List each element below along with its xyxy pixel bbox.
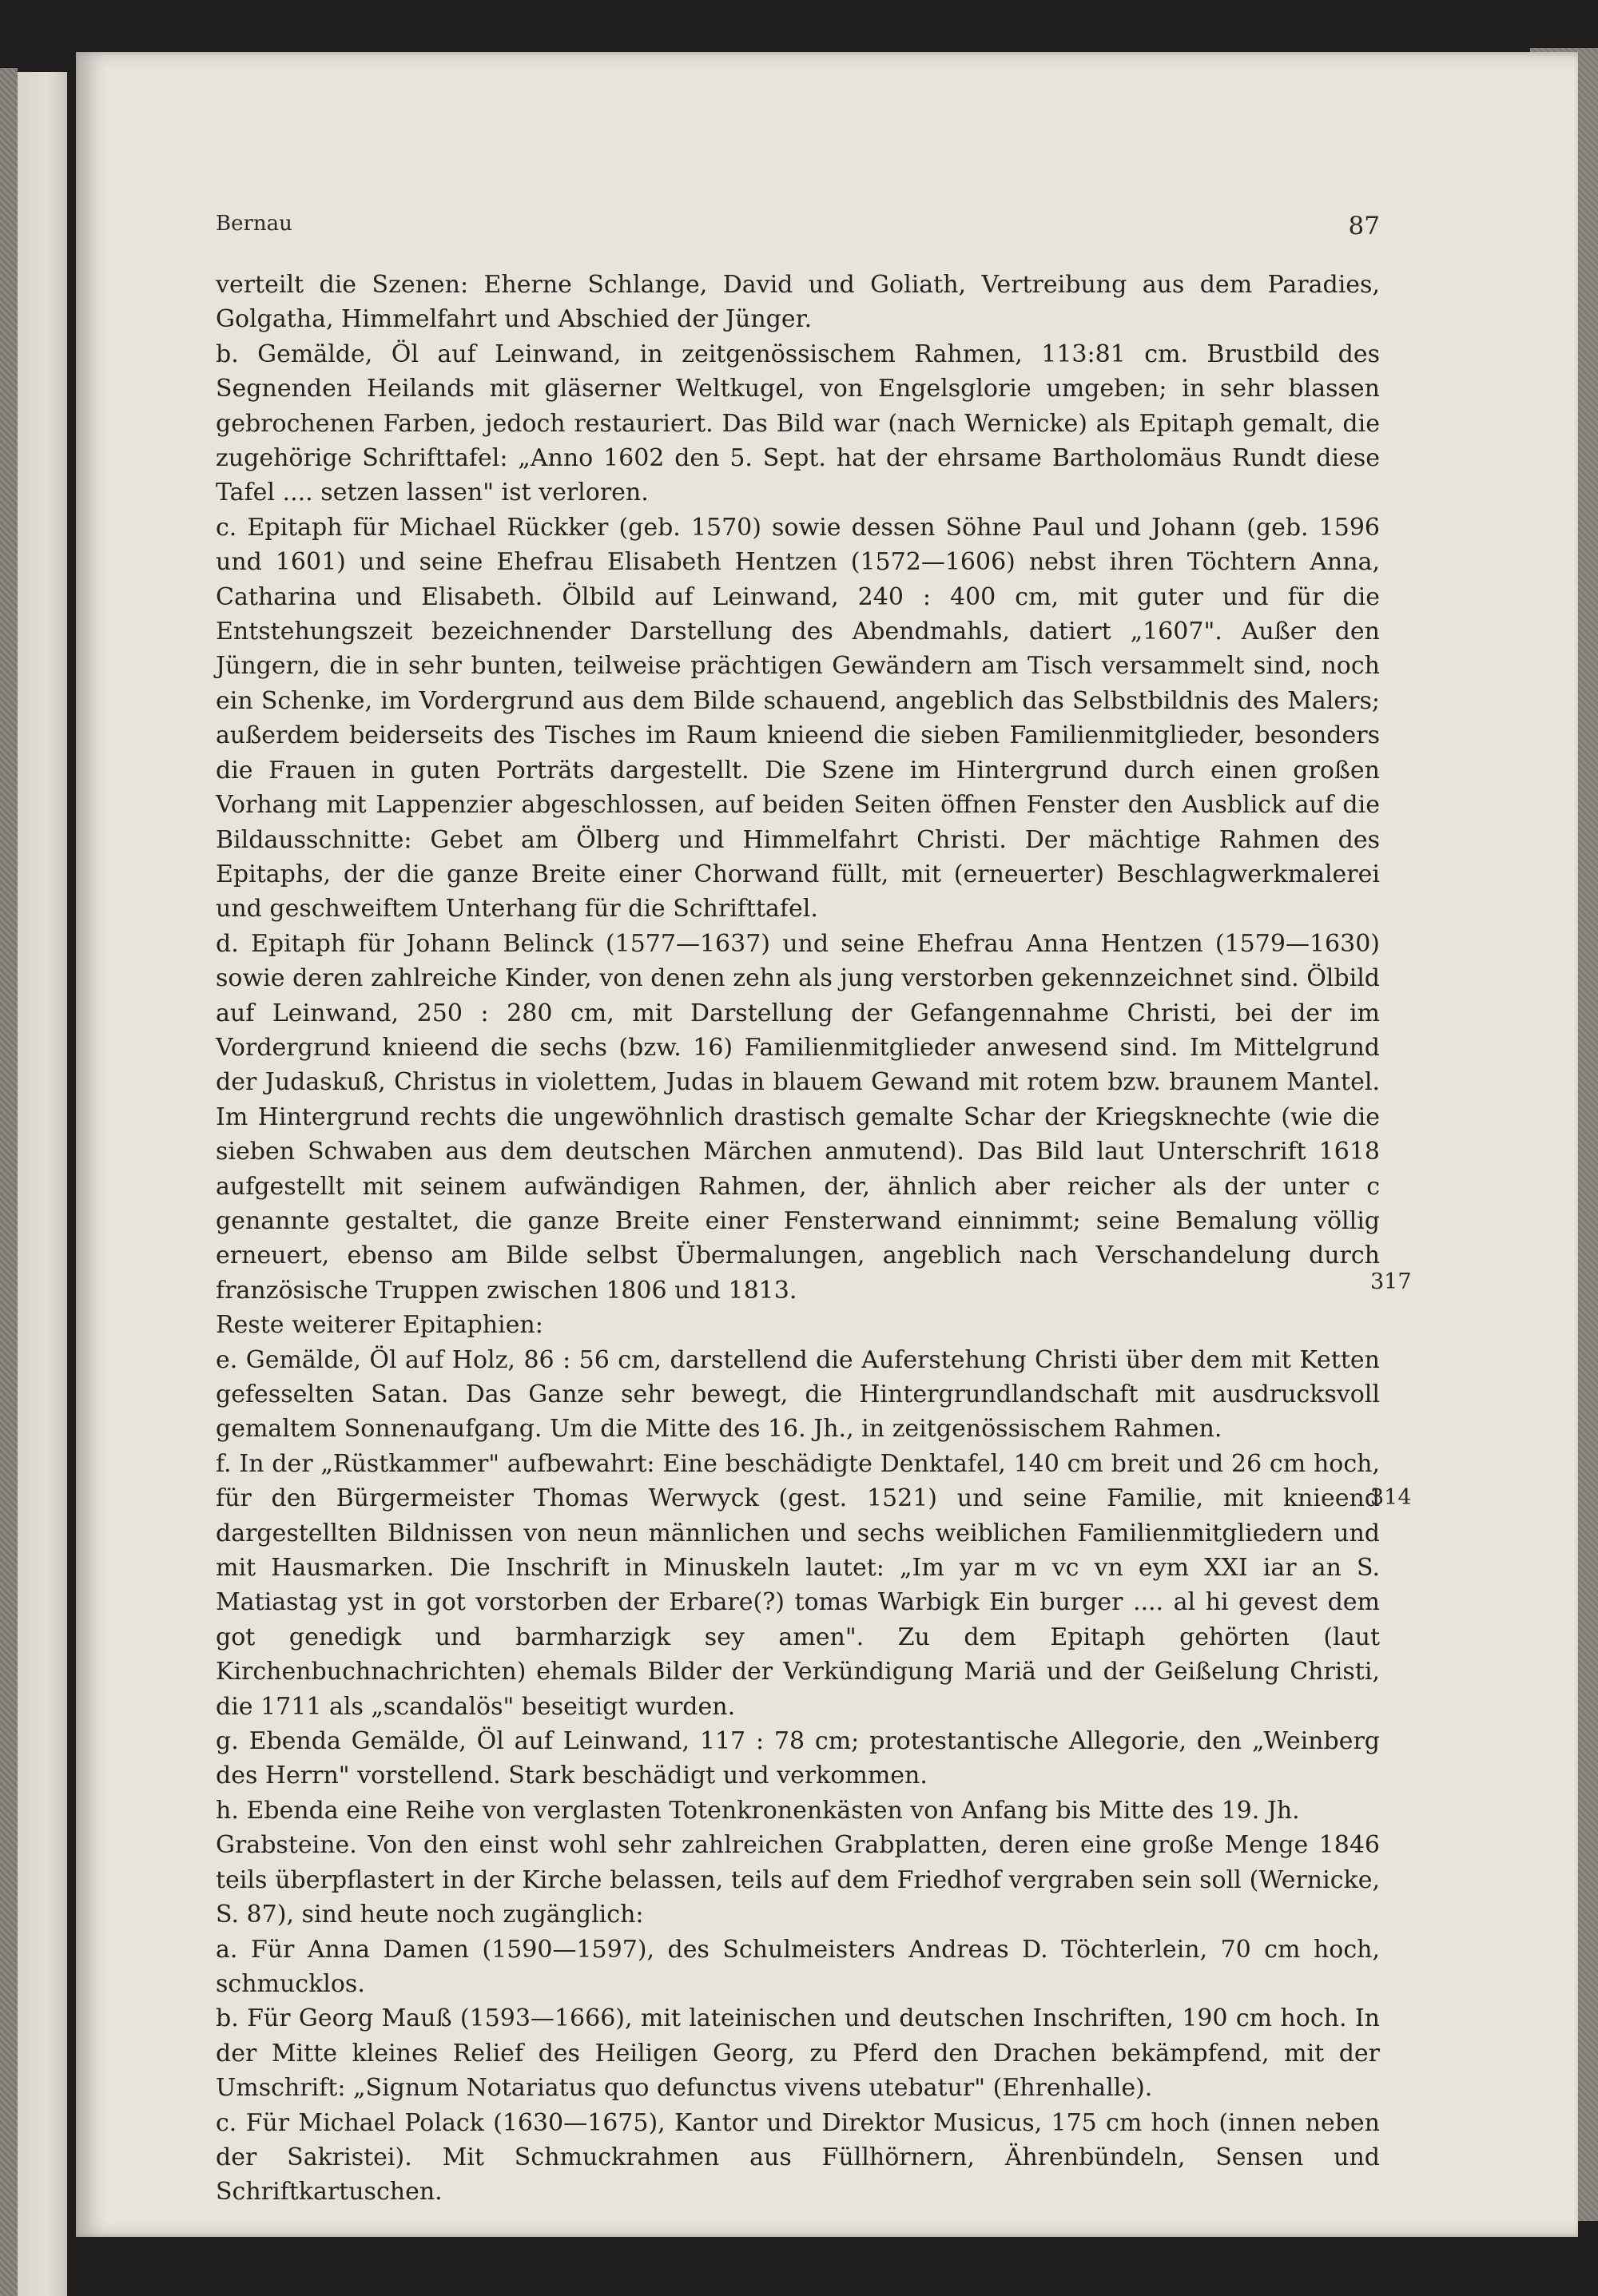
paragraph-item-f: f. In der „Rüstkammer" aufbewahrt: Eine beschädigte Denktafel, 140 cm breit und 26 cm hoch, für den Bürgermeister Thomas Werwyck (gest. 1521) und seine Familie, mit knieend dargestellten Bildnissen von neun männlichen und sechs weiblichen Familienmitgliedern und mit Hausmarken. Die Inschrift in Minuskeln lautet: „Im yar m vc vn eym XXI iar an S. Matiastag yst in got vorstorben der Erbare(?) tomas Warbigk Ein burger .... al hi gevest dem got genedigk und barmharzigk sey amen". Zu dem Epitaph gehörten (laut Kirchenbuchnachrichten) ehemals Bilder der Verkündigung Mariä und der Geißelung Christi, die 1711 als „scandalös" beseitigt wurden. [216,1449,1380,1721]
paragraph-reste-heading: Reste weiterer Epitaphien: [216,1311,543,1340]
paragraph-item-h: h. Ebenda eine Reihe von verglasten Totenkronenkästen von Anfang bis Mitte des 19. Jh. [216,1796,1300,1825]
page-header [216,212,1380,244]
paragraph-item-b: b. Gemälde, Öl auf Leinwand, in zeitgenössischem Rahmen, 113:81 cm. Brustbild des Segnenden Heilands mit gläserner Weltkugel, von Engelsglorie umgeben; in sehr blassen gebrochenen Farben, jedoch restauriert. Das Bild war (nach Wernicke) als Epitaph gemalt, die zugehörige Schrifttafel: „Anno 1602 den 5. Sept. hat der ehrsame Bartholomäus Rundt diese Tafel .... setzen lassen" ist verloren. [216,340,1380,507]
paragraph-item-d: d. Epitaph für Johann Belinck (1577—1637) und seine Ehefrau Anna Hentzen (1579—1630) sowie deren zahlreiche Kinder, von denen zehn als jung verstorben gekennzeichnet sind. Ölbild auf Leinwand, 250 : 280 cm, mit Darstellung der Gefangennahme Christi, bei der im Vordergrund knieend die sechs (bzw. 16) Familienmitglieder anwesend sind. Im Mittelgrund der Judaskuß, Christus in violettem, Judas in blauem Gewand mit rotem bzw. braunem Mantel. Im Hintergrund rechts die ungewöhnlich drastisch gemalte Schar der Kriegsknechte (wie die sieben Schwaben aus dem deutschen Märchen anmutend). Das Bild laut Unterschrift 1618 aufgestellt mit seinem aufwändigen Rahmen, der, ähnlich aber reicher als der unter c genannte gestaltet, die ganze Breite einer Fensterwand einnimmt; seine Bemalung völlig erneuert, ebenso am Bilde selbst Übermalungen, angeblich nach Verschandelung durch französische Truppen zwischen 1806 und 1813. [216,929,1380,1305]
paragraph-item-c: c. Epitaph für Michael Rückker (geb. 1570) sowie dessen Söhne Paul und Johann (geb. 1596 und 1601) und seine Ehefrau Elisabeth Hentzen (1572—1606) nebst ihren Töchtern Anna, Catharina und Elisabeth. Ölbild auf Leinwand, 240 : 400 cm, mit guter und für die Entstehungszeit bezeichnender Darstellung des Abendmahls, datiert „1607". Außer den Jüngern, die in sehr bunten, teilweise prächtigen Gewändern am Tisch versammelt sind, noch ein Schenke, im Vordergrund aus dem Bilde schauend, angeblich das Selbstbildnis des Malers; außerdem beiderseits des Tisches im Raum knieend die sieben Familienmitglieder, besonders die Frauen in guten Porträts dargestellt. Die Szene im Hintergrund durch einen großen Vorhang mit Lappenzier abgeschlossen, auf beiden Seiten öffnen Fenster den Ausblick auf die Bildausschnitte: Gebet am Ölberg und Himmelfahrt Christi. Der mächtige Rahmen des Epitaphs, der die ganze Breite einer Chorwand füllt, mit (erneuerter) Beschlagwerkmalerei und geschweiftem Unterhang für die Schrifttafel. [216,513,1380,924]
running-head: Bernau [216,212,292,236]
margin-note-plate: 314 [1370,1485,1412,1510]
paragraph-item-e: e. Gemälde, Öl auf Holz, 86 : 56 cm, darstellend die Auferstehung Christi über dem mit Ketten gefesselten Satan. Das Ganze sehr bewegt, die Hintergrundlandschaft mit ausdrucksvoll gemaltem Sonnenaufgang. Um die Mitte des 16. Jh., in zeitgenössischem Rahmen. [216,1345,1380,1444]
book-page [76,52,1578,2237]
page-number: 87 [1348,212,1380,240]
paragraph-grab-a: a. Für Anna Damen (1590—1597), des Schulmeisters Andreas D. Töchterlein, 70 cm hoch, schmucklos. [216,1935,1380,1998]
paragraph-grab-c: c. Für Michael Polack (1630—1675), Kantor und Direktor Musicus, 175 cm hoch (innen neben der Sakristei). Mit Schmuckrahmen aus Füllhörnern, Ährenbündeln, Sensen und Schriftkartuschen. [216,2108,1380,2207]
margin-note-plate: 317 [1370,1269,1412,1294]
body-text [216,268,1380,2210]
paragraph-grabsteine: Grabsteine. Von den einst wohl sehr zahlreichen Grabplatten, deren eine große Menge 1846 teils überpflastert in der Kirche belassen, teils auf dem Friedhof vergraben sein soll (Wernicke, S. 87), sind heute noch zugänglich: [216,1831,1380,1929]
paragraph-continuation: verteilt die Szenen: Eherne Schlange, David und Goliath, Vertreibung aus dem Paradies, Golgatha, Himmelfahrt und Abschied der Jünger. [216,271,1380,334]
paragraph-item-g: g. Ebenda Gemälde, Öl auf Leinwand, 117 : 78 cm; protestantische Allegorie, den „Weinberg des Herrn" vorstellend. Stark beschädigt und verkommen. [216,1727,1380,1790]
book-cover-left [0,68,18,2296]
paragraph-grab-b: b. Für Georg Mauß (1593—1666), mit lateinischen und deutschen Inschriften, 190 cm hoch. In der Mitte kleines Relief des Heiligen Georg, zu Pferd den Drachen bekämpfend, mit der Umschrift: „Signum Notariatus quo defunctus vivens utebatur" (Ehrenhalle). [216,2004,1380,2103]
facing-page-edge [18,72,67,2296]
